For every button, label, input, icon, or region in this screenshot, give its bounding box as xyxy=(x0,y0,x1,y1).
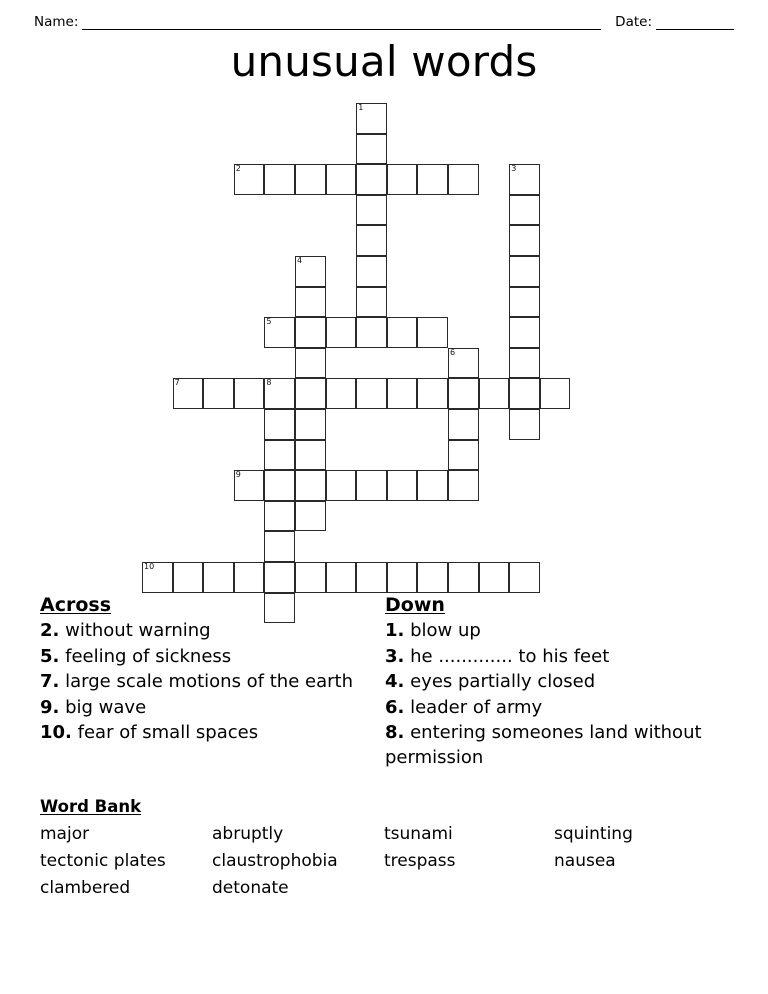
down-clue-8-number: 8. xyxy=(385,722,405,743)
grid-cell[interactable] xyxy=(264,562,295,593)
grid-cell[interactable] xyxy=(417,317,448,348)
down-clue-4 xyxy=(385,670,715,695)
grid-cell[interactable] xyxy=(295,287,326,318)
grid-cell[interactable] xyxy=(264,501,295,532)
across-clue-7-text: large scale motions of the earth xyxy=(65,671,353,692)
grid-cell[interactable] xyxy=(295,348,326,379)
grid-cell[interactable] xyxy=(295,378,326,409)
down-clue-4-text: eyes partially closed xyxy=(410,671,596,692)
grid-cell[interactable] xyxy=(264,317,295,348)
grid-cell[interactable] xyxy=(203,378,234,409)
grid-cell[interactable] xyxy=(356,256,387,287)
grid-cell[interactable] xyxy=(387,562,418,593)
grid-cell[interactable] xyxy=(326,317,357,348)
grid-cell-number: 3 xyxy=(511,164,517,174)
grid-cell-number: 2 xyxy=(235,164,241,174)
grid-cell[interactable] xyxy=(509,409,540,440)
grid-cell[interactable] xyxy=(234,470,265,501)
down-heading: Down xyxy=(385,594,445,616)
grid-cell[interactable] xyxy=(509,225,540,256)
grid-cell[interactable] xyxy=(417,378,448,409)
grid-cell[interactable] xyxy=(540,378,571,409)
grid-cell-number: 10 xyxy=(144,562,155,571)
down-clue-8 xyxy=(385,721,715,770)
grid-cell-number: 7 xyxy=(174,378,180,388)
across-clue-10-number: 10. xyxy=(40,722,72,743)
grid-cell-number: 5 xyxy=(266,317,272,327)
grid-cell[interactable] xyxy=(326,378,357,409)
grid-cell[interactable] xyxy=(295,501,326,532)
across-clue-2-number: 2. xyxy=(40,620,60,641)
down-clue-3 xyxy=(385,645,715,670)
word-bank-section xyxy=(40,796,740,902)
across-clue-2 xyxy=(40,619,370,644)
grid-cell[interactable] xyxy=(509,317,540,348)
grid-cell-number: 1 xyxy=(358,103,364,112)
grid-cell[interactable] xyxy=(448,164,479,195)
across-clue-9-text: big wave xyxy=(65,696,147,718)
across-clue-5-text: feeling of sickness xyxy=(65,645,232,667)
date-label: Date: xyxy=(615,14,652,30)
grid-cell[interactable] xyxy=(509,562,540,593)
grid-cell[interactable] xyxy=(234,562,265,593)
across-clue-10-text: fear of small spaces xyxy=(77,722,259,743)
grid-cell[interactable] xyxy=(509,164,540,195)
grid-cell[interactable] xyxy=(448,348,479,379)
grid-cell-number: 6 xyxy=(450,347,456,357)
across-clue-7-number: 7. xyxy=(40,671,60,692)
grid-cell[interactable] xyxy=(387,378,418,409)
name-label: Name: xyxy=(34,14,79,30)
grid-cell[interactable] xyxy=(356,287,387,318)
grid-cell[interactable] xyxy=(356,103,387,134)
across-clue-2-text: without warning xyxy=(65,620,211,641)
grid-cell-number: 4 xyxy=(297,256,303,265)
grid-cell[interactable] xyxy=(264,531,295,562)
word-bank-item: abruptly xyxy=(212,824,284,844)
grid-cell[interactable] xyxy=(234,164,265,195)
down-clue-8-text: entering someones land without permission xyxy=(385,722,702,768)
down-clue-3-number: 3. xyxy=(385,645,405,667)
across-clue-10 xyxy=(40,721,370,746)
grid-cell[interactable] xyxy=(448,409,479,440)
across-heading: Across xyxy=(40,594,112,616)
grid-cell[interactable] xyxy=(417,562,448,593)
word-bank-item: tsunami xyxy=(384,824,453,844)
down-clue-1-number: 1. xyxy=(385,620,405,641)
across-clues-column xyxy=(40,592,370,747)
grid-cell[interactable] xyxy=(448,440,479,471)
grid-cell[interactable] xyxy=(295,256,326,287)
grid-cell[interactable] xyxy=(448,562,479,593)
grid-cell[interactable] xyxy=(203,562,234,593)
down-clue-1 xyxy=(385,619,715,644)
clues-section xyxy=(0,592,768,792)
grid-cell[interactable] xyxy=(509,378,540,409)
grid-cell[interactable] xyxy=(479,562,510,593)
grid-cell-number: 9 xyxy=(235,470,241,480)
grid-cell[interactable] xyxy=(509,348,540,379)
grid-cell[interactable] xyxy=(173,562,204,593)
grid-cell[interactable] xyxy=(387,317,418,348)
down-clue-4-number: 4. xyxy=(385,671,405,692)
word-bank-item: detonate xyxy=(212,878,289,898)
across-clue-5-number: 5. xyxy=(40,645,60,667)
down-clues-column xyxy=(385,592,715,771)
grid-cell[interactable] xyxy=(295,470,326,501)
word-bank-item: squinting xyxy=(554,824,633,844)
grid-cell[interactable] xyxy=(356,225,387,256)
grid-cell[interactable] xyxy=(173,378,204,409)
across-clue-9 xyxy=(40,696,370,721)
across-clue-7 xyxy=(40,670,370,695)
grid-cell[interactable] xyxy=(387,470,418,501)
grid-cell[interactable] xyxy=(356,470,387,501)
grid-cell[interactable] xyxy=(387,164,418,195)
grid-cell[interactable] xyxy=(356,378,387,409)
grid-cell[interactable] xyxy=(295,440,326,471)
grid-cell[interactable] xyxy=(264,470,295,501)
grid-cell[interactable] xyxy=(264,164,295,195)
grid-cell[interactable] xyxy=(509,256,540,287)
grid-cell[interactable] xyxy=(295,409,326,440)
grid-cell[interactable] xyxy=(356,134,387,165)
grid-cell[interactable] xyxy=(264,378,295,409)
grid-cell[interactable] xyxy=(509,195,540,226)
across-clue-9-number: 9. xyxy=(40,696,60,718)
grid-cell[interactable] xyxy=(509,287,540,318)
grid-cell[interactable] xyxy=(264,409,295,440)
grid-cell[interactable] xyxy=(417,164,448,195)
word-bank-list xyxy=(40,821,740,902)
grid-cell[interactable] xyxy=(356,195,387,226)
grid-cell[interactable] xyxy=(326,470,357,501)
grid-cell[interactable] xyxy=(142,562,173,593)
word-bank-item: major xyxy=(40,824,90,844)
down-clue-3-text: he ............. to his feet xyxy=(410,645,610,667)
grid-cell[interactable] xyxy=(417,470,448,501)
down-clue-1-text: blow up xyxy=(410,620,481,641)
grid-cell[interactable] xyxy=(295,317,326,348)
grid-cell[interactable] xyxy=(356,317,387,348)
page-title: unusual words xyxy=(230,37,538,86)
word-bank-heading: Word Bank xyxy=(40,797,142,816)
down-clue-6-number: 6. xyxy=(385,696,405,718)
grid-cell[interactable] xyxy=(356,164,387,195)
grid-cell[interactable] xyxy=(234,378,265,409)
grid-cell[interactable] xyxy=(326,164,357,195)
grid-cell[interactable] xyxy=(295,164,326,195)
grid-cell[interactable] xyxy=(356,562,387,593)
grid-cell[interactable] xyxy=(448,470,479,501)
grid-cell[interactable] xyxy=(295,562,326,593)
grid-cell[interactable] xyxy=(264,440,295,471)
word-bank-item: trespass xyxy=(384,851,456,871)
grid-cell-number: 8 xyxy=(266,378,272,388)
word-bank-item: tectonic plates xyxy=(40,851,166,871)
word-bank-item: nausea xyxy=(554,851,616,871)
word-bank-item: claustrophobia xyxy=(212,851,338,871)
grid-cell[interactable] xyxy=(448,378,479,409)
across-clue-5 xyxy=(40,645,370,670)
grid-cell[interactable] xyxy=(479,378,510,409)
down-clue-6-text: leader of army xyxy=(410,696,543,718)
down-clue-6 xyxy=(385,696,715,721)
word-bank-item: clambered xyxy=(40,878,131,898)
grid-cell[interactable] xyxy=(326,562,357,593)
